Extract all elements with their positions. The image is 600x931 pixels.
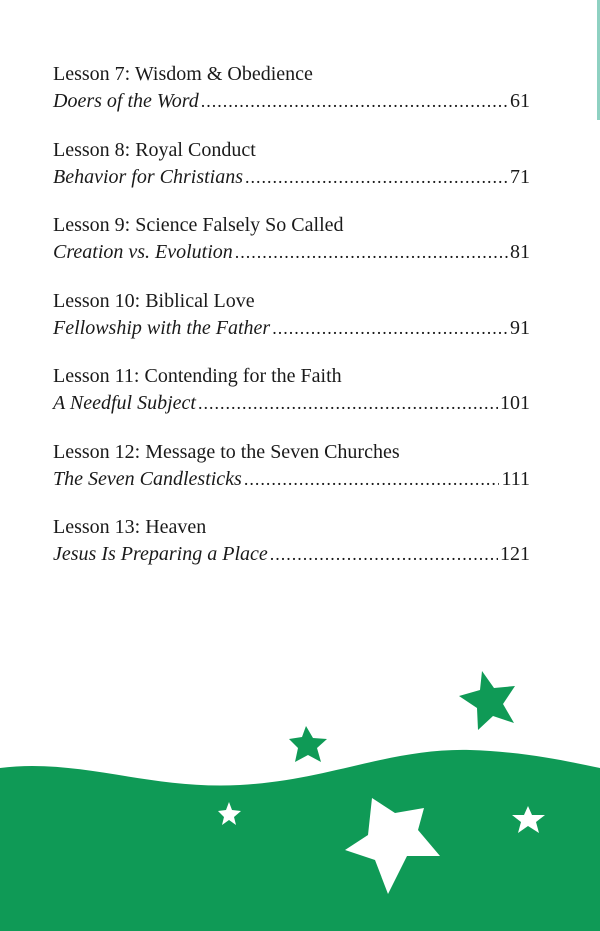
lesson-title: Lesson 9: Science Falsely So Called [53, 214, 344, 236]
lesson-title: Lesson 13: Heaven [53, 516, 207, 538]
page-number: 101 [500, 392, 530, 414]
dot-leader [245, 164, 508, 190]
lesson-title: Lesson 7: Wisdom & Obedience [53, 63, 313, 85]
toc-entry-lesson-9 [53, 211, 530, 287]
decorative-stars-art [0, 650, 600, 931]
page-number: 81 [510, 241, 530, 263]
lesson-subtitle: Doers of the Word [53, 90, 199, 112]
lesson-subtitle: Fellowship with the Father [53, 316, 271, 339]
page-number: 91 [510, 316, 530, 339]
dot-leader [235, 239, 508, 265]
toc-entry-lesson-10 [53, 287, 530, 363]
page-number: 121 [500, 543, 530, 565]
lesson-subtitle-line [53, 466, 530, 492]
dot-leader [198, 390, 498, 416]
dot-leader [272, 315, 508, 341]
lesson-subtitle-line [53, 315, 530, 341]
lesson-subtitle: A Needful Subject [53, 392, 196, 414]
table-of-contents [53, 60, 530, 589]
toc-entry-lesson-13 [53, 513, 530, 589]
lesson-subtitle: Jesus Is Preparing a Place [53, 543, 268, 565]
dot-leader [201, 88, 508, 114]
star-icon [289, 726, 327, 762]
lesson-title: Lesson 12: Message to the Seven Churches [53, 440, 400, 463]
lesson-subtitle-line [53, 239, 530, 265]
lesson-subtitle: Creation vs. Evolution [53, 241, 233, 263]
lesson-subtitle-line [53, 390, 530, 416]
lesson-title: Lesson 11: Contending for the Faith [53, 365, 342, 387]
toc-entry-lesson-12 [53, 438, 530, 514]
toc-entry-lesson-8 [53, 136, 530, 212]
green-wave [0, 750, 600, 931]
toc-entry-lesson-7 [53, 60, 530, 136]
star-icon [459, 671, 515, 730]
dot-leader [244, 466, 500, 492]
lesson-title: Lesson 8: Royal Conduct [53, 138, 256, 161]
lesson-subtitle-line [53, 88, 530, 114]
page-number: 111 [501, 467, 530, 490]
lesson-subtitle: Behavior for Christians [53, 165, 244, 188]
dot-leader [270, 541, 498, 567]
page-number: 61 [510, 90, 530, 112]
lesson-subtitle-line [53, 164, 530, 190]
page-number: 71 [510, 165, 530, 188]
toc-entry-lesson-11 [53, 362, 530, 438]
lesson-title: Lesson 10: Biblical Love [53, 289, 255, 312]
lesson-subtitle: The Seven Candlesticks [53, 467, 242, 490]
lesson-subtitle-line [53, 541, 530, 567]
